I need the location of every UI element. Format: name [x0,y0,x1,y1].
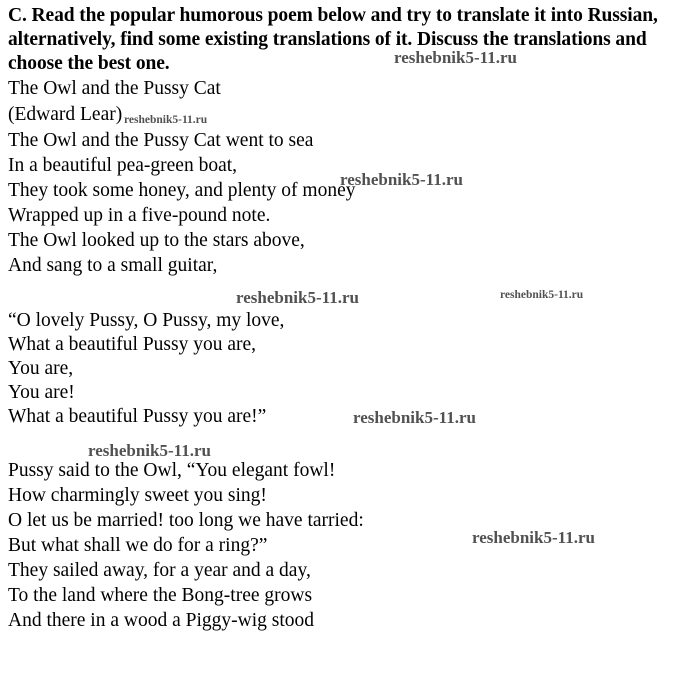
poem-line: The Owl and the Pussy Cat went to sea [8,130,314,151]
watermark-text: reshebnik5-11.ru [500,289,584,301]
poem-line: How charmingly sweet you sing! [8,485,267,506]
watermark-text: reshebnik5-11.ru [472,528,595,547]
task-instruction: C. Read the popular humorous poem below and try to translate it into Russian, alternatively, find some existing translations of it. Discuss the translations and choose the best one. [8,5,658,74]
poem-line: “O lovely Pussy, O Pussy, my love, [8,310,285,331]
poem-line: And sang to a small guitar, [8,255,218,276]
poem-line: What a beautiful Pussy you are!” [8,406,267,427]
poem-author: (Edward Lear) [8,104,123,125]
watermark-text: reshebnik5-11.ru [88,441,211,460]
watermark-text: reshebnik5-11.ru [394,48,517,67]
watermark-text: reshebnik5-11.ru [353,408,476,427]
poem-line: And there in a wood a Piggy-wig stood [8,610,315,631]
poem-line: The Owl looked up to the stars above, [8,230,305,251]
watermark-text: reshebnik5-11.ru [340,170,463,189]
watermark-text: reshebnik5-11.ru [124,114,208,126]
poem-title: The Owl and the Pussy Cat [8,78,221,99]
poem-line: You are, [8,358,74,379]
poem-line: O let us be married! too long we have tarried: [8,510,364,531]
watermark-text: reshebnik5-11.ru [236,288,359,307]
poem-line: To the land where the Bong-tree grows [8,585,313,606]
poem-line: Pussy said to the Owl, “You elegant fowl! [8,460,336,481]
poem-line: They sailed away, for a year and a day, [8,560,311,581]
poem-line: Wrapped up in a five-pound note. [8,205,271,226]
poem-line: But what shall we do for a ring?” [8,535,268,556]
poem-line: You are! [8,382,75,403]
poem-line: In a beautiful pea-green boat, [8,155,238,176]
poem-line: They took some honey, and plenty of money [8,180,356,201]
poem-line: What a beautiful Pussy you are, [8,334,257,355]
